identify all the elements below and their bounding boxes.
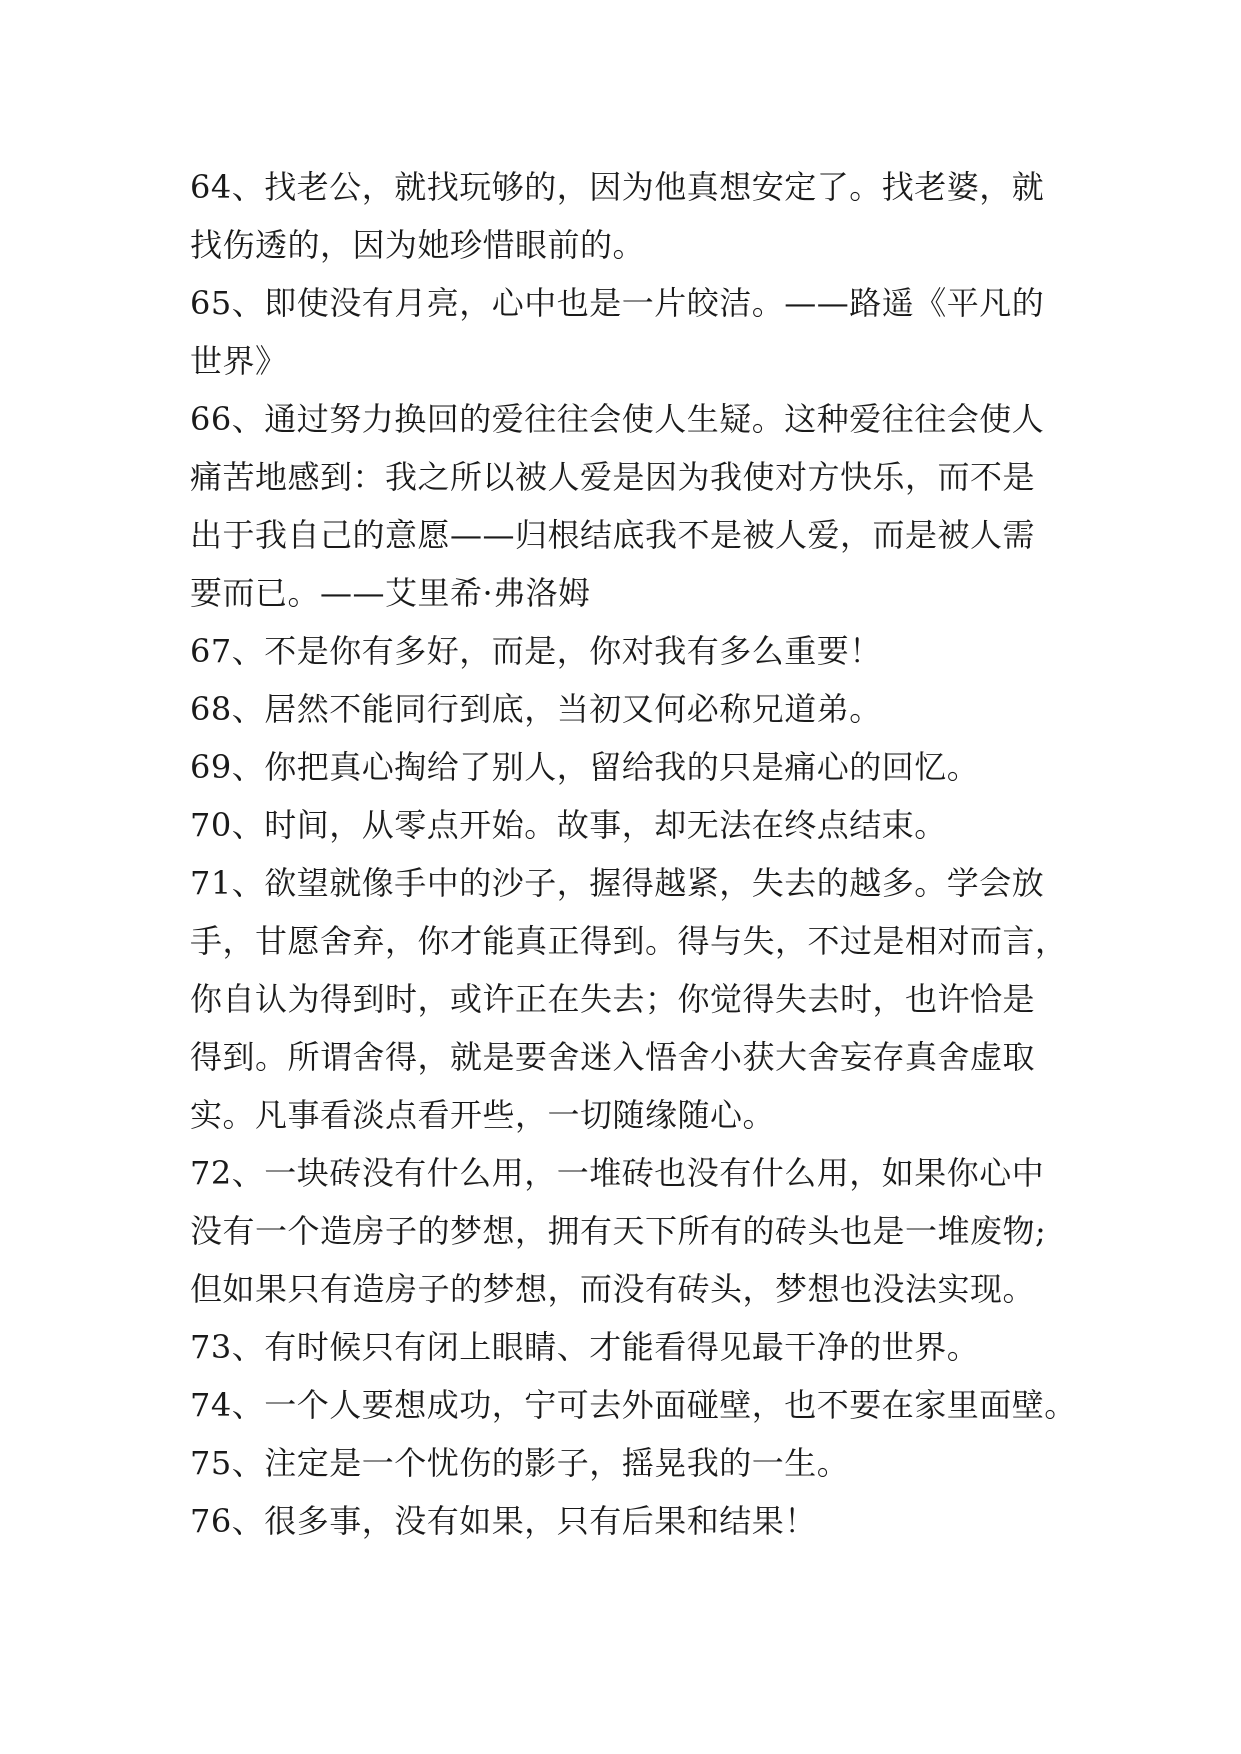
text-line: 71、欲望就像手中的沙子，握得越紧，失去的越多。学会放 xyxy=(190,864,1045,902)
text-line: 75、注定是一个忧伤的影子，摇晃我的一生。 xyxy=(190,1444,850,1482)
text-line: 出于我自己的意愿——归根结底我不是被人爱，而是被人需 xyxy=(190,516,1036,554)
text-line: 痛苦地感到：我之所以被人爱是因为我使对方快乐，而不是 xyxy=(190,458,1036,496)
text-line: 70、时间，从零点开始。故事，却无法在终点结束。 xyxy=(190,806,947,844)
text-line: 73、有时候只有闭上眼睛、才能看得见最干净的世界。 xyxy=(190,1328,980,1366)
text-line: 65、即使没有月亮，心中也是一片皎洁。——路遥《平凡的 xyxy=(190,284,1045,322)
text-line: 世界》 xyxy=(190,342,288,380)
text-line: 64、找老公，就找玩够的，因为他真想安定了。找老婆，就 xyxy=(190,168,1045,206)
text-line: 没有一个造房子的梦想，拥有天下所有的砖头也是一堆废物; xyxy=(190,1212,1047,1250)
text-line: 你自认为得到时，或许正在失去；你觉得失去时，也许恰是 xyxy=(190,980,1036,1018)
text-line: 74、一个人要想成功，宁可去外面碰壁，也不要在家里面壁。 xyxy=(190,1386,1077,1424)
text-line: 但如果只有造房子的梦想，而没有砖头，梦想也没法实现。 xyxy=(190,1270,1036,1308)
text-line: 找伤透的，因为她珍惜眼前的。 xyxy=(190,226,646,264)
document-body xyxy=(190,158,1077,1550)
text-line: 76、很多事，没有如果，只有后果和结果！ xyxy=(190,1502,817,1540)
text-line: 72、一块砖没有什么用，一堆砖也没有什么用，如果你心中 xyxy=(190,1154,1045,1192)
text-line: 得到。所谓舍得，就是要舍迷入悟舍小获大舍妄存真舍虚取 xyxy=(190,1038,1036,1076)
text-line: 要而已。——艾里希·弗洛姆 xyxy=(190,574,591,612)
text-line: 69、你把真心掏给了别人，留给我的只是痛心的回忆。 xyxy=(190,748,980,786)
text-line: 实。凡事看淡点看开些，一切随缘随心。 xyxy=(190,1096,776,1134)
text-line: 手，甘愿舍弃，你才能真正得到。得与失，不过是相对而言， xyxy=(190,922,1068,960)
text-line: 66、通过努力换回的爱往往会使人生疑。这种爱往往会使人 xyxy=(190,400,1045,438)
text-line: 67、不是你有多好，而是，你对我有多么重要！ xyxy=(190,632,882,670)
text-line: 68、居然不能同行到底，当初又何必称兄道弟。 xyxy=(190,690,882,728)
